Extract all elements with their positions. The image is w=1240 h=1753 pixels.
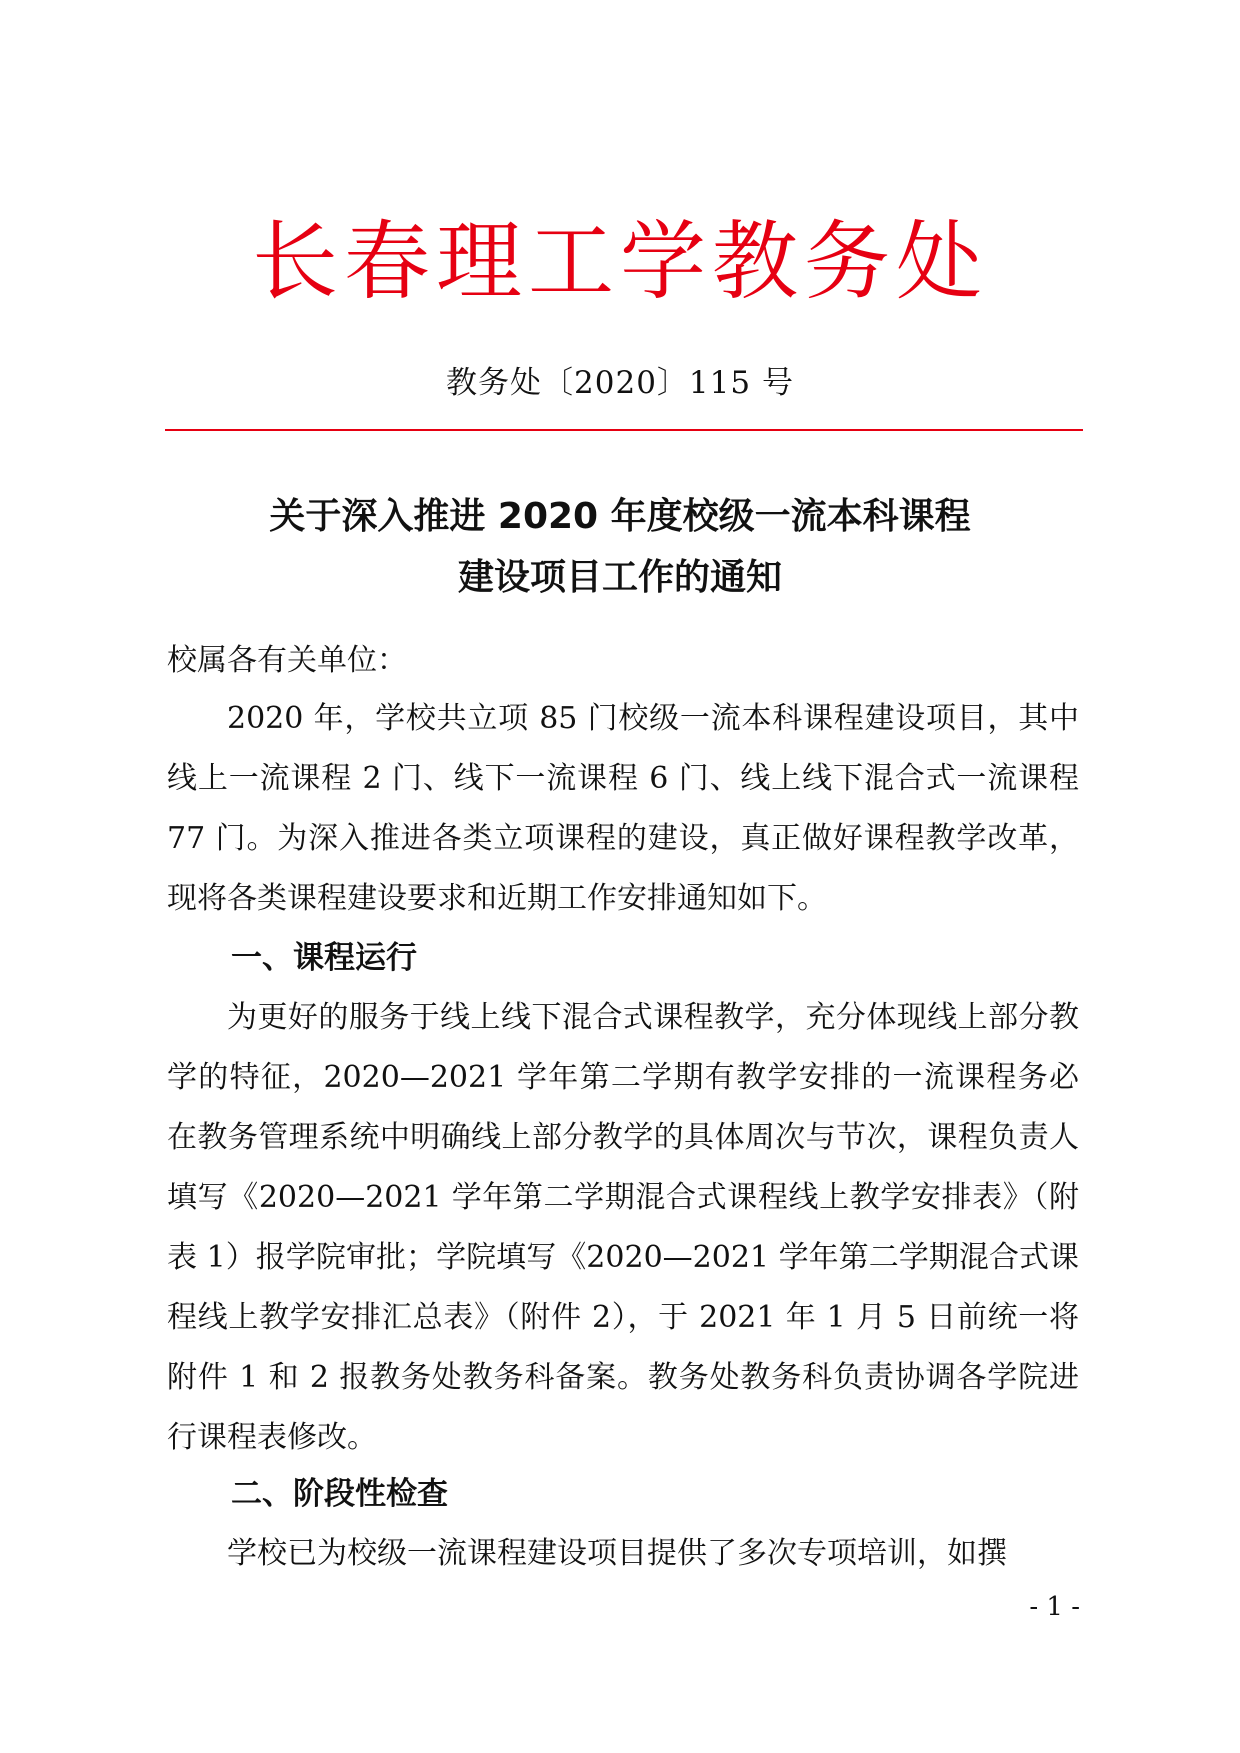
section1-heading: 一、课程运行 bbox=[231, 940, 417, 976]
addressee: 校属各有关单位： bbox=[167, 643, 407, 678]
red-divider-line bbox=[165, 429, 1083, 431]
section1-paragraph: 为更好的服务于线上线下混合式课程教学，充分体现线上部分教学的特征，2020—2021 学年第二学期有教学安排的一流课程务必在教务管理系统中明确线上部分教学的具体周次与节次，课程负责人填写《2020—2021 学年第二学期混合式课程线上教学安排表》（附表 1）报学院审批；学院填写《2020—2021 学年第二学期混合式课程线上教学安排汇总表》（附件 2），于 2021 年 1 月 5 日前统一将附件 1 和 2 报教务处教务科备案。教务处教务科负责协调各学院进行课程表修改。 bbox=[167, 1000, 1079, 1455]
section2-paragraph: 学校已为校级一流课程建设项目提供了多次专项培训，如撰 bbox=[227, 1536, 1007, 1571]
intro-paragraph: 2020 年，学校共立项 85 门校级一流本科课程建设项目，其中线上一流课程 2 门、线下一流课程 6 门、线上线下混合式一流课程 77 门。为深入推进各类立项课程的建设，真正做好课程教学改革，现将各类课程建设要求和近期工作安排通知如下。 bbox=[167, 701, 1079, 916]
notice-title-line2: 建设项目工作的通知 bbox=[457, 557, 782, 598]
notice-title-line1: 关于深入推进 2020 年度校级一流本科课程 bbox=[269, 496, 971, 537]
org-header-title: 长春理工学教务处 bbox=[252, 212, 988, 312]
section2-heading: 二、阶段性检查 bbox=[231, 1476, 448, 1512]
page-number: - 1 - bbox=[1029, 1592, 1080, 1622]
document-number: 教务处〔2020〕115 号 bbox=[446, 365, 794, 401]
